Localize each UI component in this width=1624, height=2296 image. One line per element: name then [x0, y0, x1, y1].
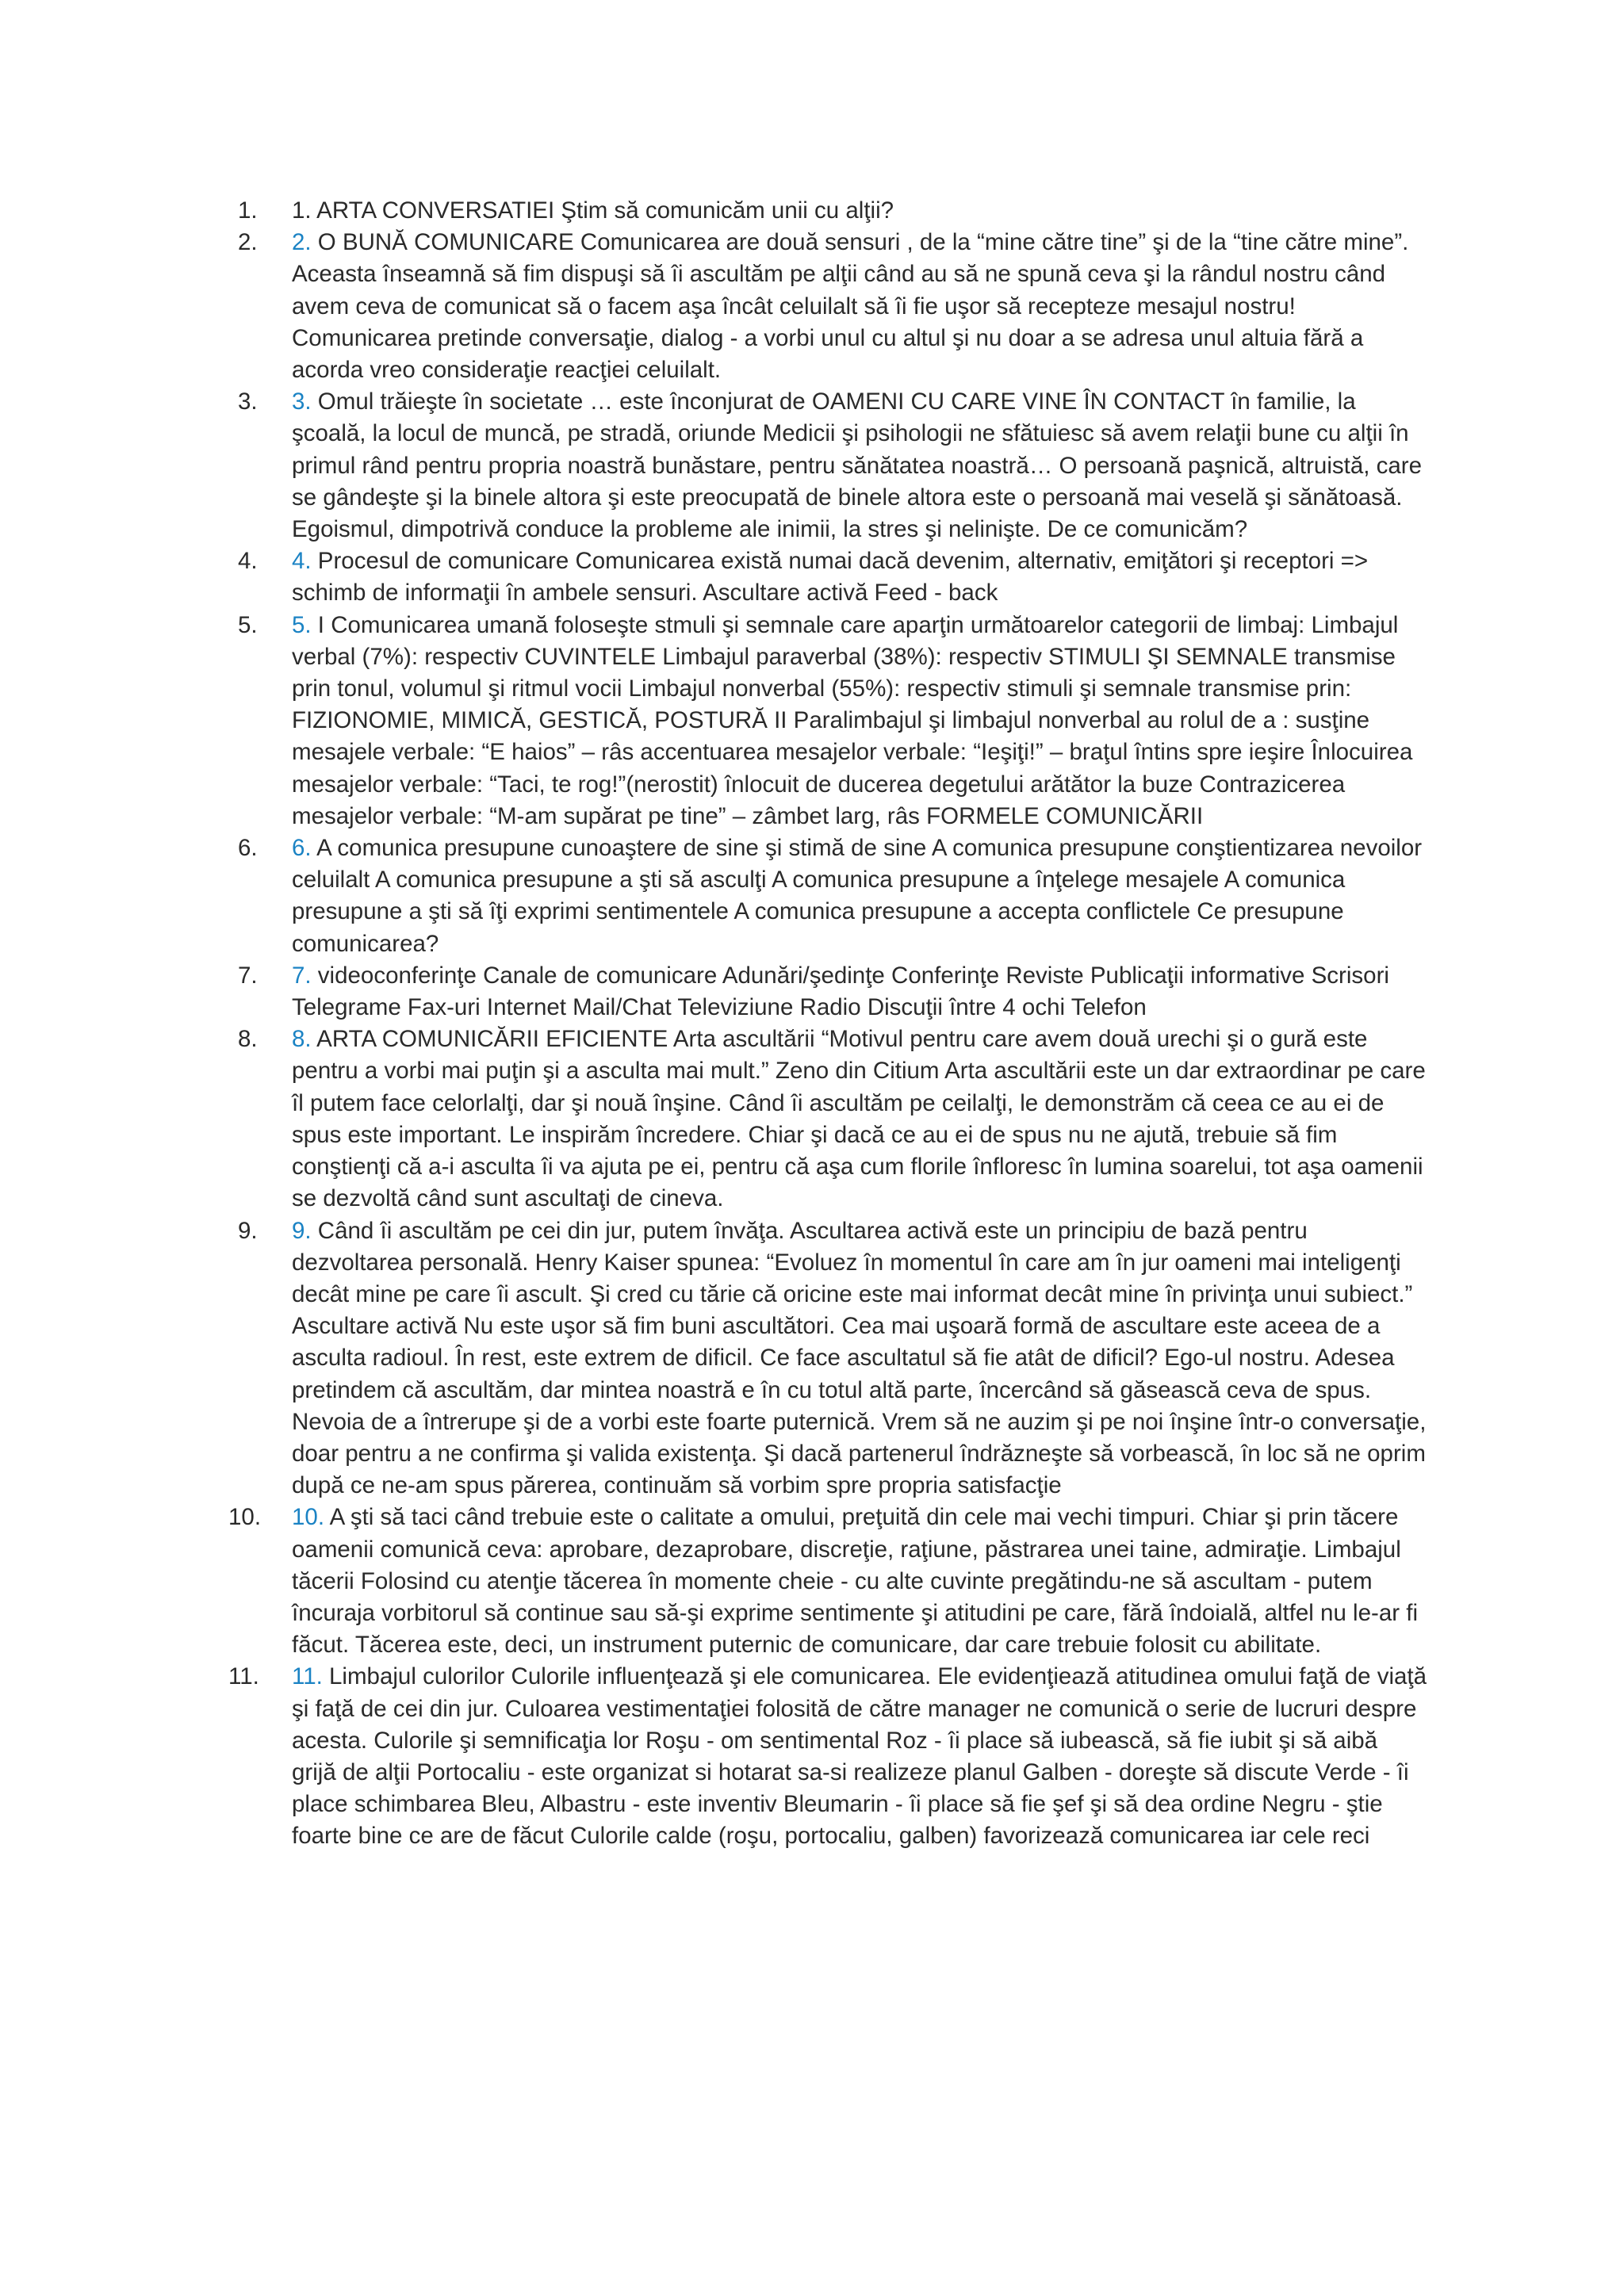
list-item-number: 7.	[238, 962, 258, 989]
list-item	[238, 227, 1427, 386]
list-item-number: 10.	[228, 1504, 262, 1531]
list-item	[238, 1215, 1427, 1502]
list-item-number: 1.	[238, 197, 258, 224]
list-item	[238, 195, 1427, 227]
list-item-link[interactable]: 7.	[292, 962, 312, 989]
list-item-link[interactable]: 8.	[292, 1026, 312, 1053]
list-item-text: I Comunicarea umană foloseşte stmuli şi semnale care aparţin următoarelor categorii de limbaj: Limbajul verbal (7%): respectiv CUVINTELE Limbajul paraverbal (38%): respectiv STIMULI ŞI SEMNALE transmise prin tonul, volumul şi ritmul vocii Limbajul nonverbal (55%): respectiv stimuli şi semnale transmise prin: FIZIONOMIE, MIMICĂ, GESTICĂ, POSTURĂ II Paralimbajul şi limbajul nonverbal au rolul de a : susţine mesajele verbale: “E haios” – râs accentuarea mesajelor verbale: “Ieşiţi!” – braţul întins spre ieşire Înlocuirea mesajelor verbale: “Taci, te rog!”(nerostit) înlocuit de ducerea degetului arătător la buze Contrazicerea mesajelor verbale: “M-am supărat pe tine” – zâmbet larg, râs FORMELE COMUNICĂRII	[292, 611, 1413, 829]
list-item	[228, 1661, 1427, 1852]
list-item-link[interactable]: 3.	[292, 388, 312, 415]
list-item-text: Omul trăieşte în societate … este înconjurat de OAMENI CU CARE VINE ÎN CONTACT în familie, la şcoală, la locul de muncă, pe stradă, oriunde Medicii şi psihologii ne sfătuiesc să avem relaţii bune cu alţii în primul rând pentru propria noastră bunăstare, pentru sănătatea noastră… O persoană paşnică, altruistă, care se gândeşte şi la binele altora şi este preocupată de binele altora este o persoană mai veselă şi sănătoasă. Egoismul, dimpotrivă conduce la probleme ale inimii, la stres şi nelinişte. De ce comunicăm?	[292, 388, 1423, 543]
document-item-list	[228, 195, 1427, 1853]
list-item-number: 4.	[238, 548, 258, 575]
list-item-text: Când îi ascultăm pe cei din jur, putem învăţa. Ascultarea activă este un principiu de bază pentru dezvoltarea personală. Henry Kaiser spunea: “Evoluez în momentul în care am în jur oameni mai inteligenţi decât mine pe care îi ascult. Şi cred cu tărie că oricine este mai informat decât mine în privinţa unui subiect.” Ascultare activă Nu este uşor să fim buni ascultători. Cea mai uşoară formă de ascultare este aceea de a asculta radioul. În rest, este extrem de dificil. Ce face ascultatul să fie atât de dificil? Ego-ul nostru. Adesea pretindem că ascultăm, dar mintea noastră e în cu totul altă parte, încercând să găsească ceva de spus. Nevoia de a întrerupe şi de a vorbi este foarte puternică. Vrem să ne auzim şi pe noi înşine într-o conversaţie, doar pentru a ne confirma şi valida existenţa. Şi dacă partenerul îndrăzneşte să vorbească, în loc să ne oprim după ce ne-am spus părerea, continuăm să vorbim spre propria satisfacţie	[292, 1217, 1427, 1499]
list-item-text: ARTA COMUNICĂRII EFICIENTE Arta ascultării “Motivul pentru care avem două urechi şi o gură este pentru a vorbi mai puţin şi a asculta mai mult.” Zeno din Citium Arta ascultării este un dar extraordinar pe care îl putem face celorlalţi, dar şi nouă înşine. Când îi ascultăm pe ceilalţi, le demonstrăm că ceea ce au ei de spus este important. Le inspirăm încredere. Chiar şi dacă ce au ei de spus nu ne ajută, trebuie să fim conştienţi că a-i asculta îi va ajuta pe ei, pentru că aşa cum florile înfloresc în lumina soarelui, tot aşa oamenii se dezvoltă când sunt ascultaţi de cineva.	[292, 1026, 1426, 1212]
list-item-number: 6.	[238, 835, 258, 862]
list-item	[238, 545, 1427, 609]
list-item-link[interactable]: 6.	[292, 835, 312, 862]
list-item	[238, 1024, 1427, 1215]
list-item-text: videoconferinţe Canale de comunicare Adunări/şedinţe Conferinţe Reviste Publicaţii informative Scrisori Telegrame Fax-uri Internet Mail/Chat Televiziune Radio Discuţii între 4 ochi Telefon	[292, 962, 1389, 1021]
list-item-link[interactable]: 9.	[292, 1217, 312, 1244]
list-item	[238, 832, 1427, 960]
list-item-number: 11.	[228, 1663, 259, 1690]
list-item	[238, 610, 1427, 832]
list-item-number: 8.	[238, 1026, 258, 1053]
list-item-text: Procesul de comunicare Comunicarea există numai dacă devenim, alternativ, emiţători şi receptori => schimb de informaţii în ambele sensuri. Ascultare activă Feed - back	[292, 548, 1369, 607]
list-item	[228, 1502, 1427, 1661]
list-item-link[interactable]: 4.	[292, 548, 312, 575]
list-item-text: O BUNĂ COMUNICARE Comunicarea are două sensuri , de la “mine către tine” şi de la “tine către mine”. Aceasta înseamnă să fim dispuşi să îi ascultăm pe alţii când au să ne spună ceva şi la rândul nostru când avem ceva de comunicat să o facem aşa încât celuilalt să îi fie uşor să recepteze mesajul nostru! Comunicarea pretinde conversaţie, dialog - a vorbi unul cu altul şi nu doar a se adresa unul altuia fără a acorda vreo consideraţie reacţiei celuilalt.	[292, 229, 1409, 384]
list-item-number: 3.	[238, 388, 258, 415]
list-item-text: A şti să taci când trebuie este o calitate a omului, preţuită din cele mai vechi timpuri. Chiar şi prin tăcere oamenii comunică ceva: aprobare, dezaprobare, discreţie, raţiune, păstrarea unei taine, admiraţie. Limbajul tăcerii Folosind cu atenţie tăcerea în momente cheie - cu alte cuvinte pregătindu-ne să ascultam - putem încuraja vorbitorul să continue sau să-şi exprime sentimente şi atitudini pe care, fără îndoială, altfel nu le-ar fi făcut. Tăcerea este, deci, un instrument puternic de comunicare, dar care trebuie folosit cu abilitate.	[292, 1504, 1419, 1659]
list-item	[238, 960, 1427, 1024]
list-item-link[interactable]: 2.	[292, 229, 312, 256]
list-item-text: 1. ARTA CONVERSATIEI Ştim să comunicăm unii cu alţii?	[292, 197, 894, 224]
list-item-number: 5.	[238, 611, 258, 638]
list-item-number: 9.	[238, 1217, 258, 1244]
list-item-link[interactable]: 11.	[292, 1663, 323, 1690]
list-item-number: 2.	[238, 229, 258, 256]
list-item-link[interactable]: 5.	[292, 611, 312, 638]
list-item-text: A comunica presupune cunoaştere de sine şi stimă de sine A comunica presupune conştientizarea nevoilor celuilalt A comunica presupune a şti să asculţi A comunica presupune a înţelege mesajele A comunica presupune a şti să îţi exprimi sentimentele A comunica presupune a accepta conflictele Ce presupune comunicarea?	[292, 835, 1423, 957]
list-item	[238, 386, 1427, 545]
list-item-link[interactable]: 10.	[292, 1504, 325, 1531]
list-item-text: Limbajul culorilor Culorile influenţează şi ele comunicarea. Ele evidenţiează atitudinea omului faţă de viaţă şi faţă de cei din jur. Culoarea vestimentaţiei folosită de către manager ne comunică o serie de lucruri despre acesta. Culorile şi semnificaţia lor Roşu - om sentimental Roz - îi place să iubească, să fie iubit şi să aibă grijă de alţii Portocaliu - este organizat si hotarat sa-si realizeze planul Galben - doreşte să discute Verde - îi place schimbarea Bleu, Albastru - este inventiv Bleumarin - îi place să fie şef şi să dea ordine Negru - ştie foarte bine ce are de făcut Culorile calde (roşu, portocaliu, galben) favorizează comunicarea iar cele reci	[292, 1663, 1427, 1850]
